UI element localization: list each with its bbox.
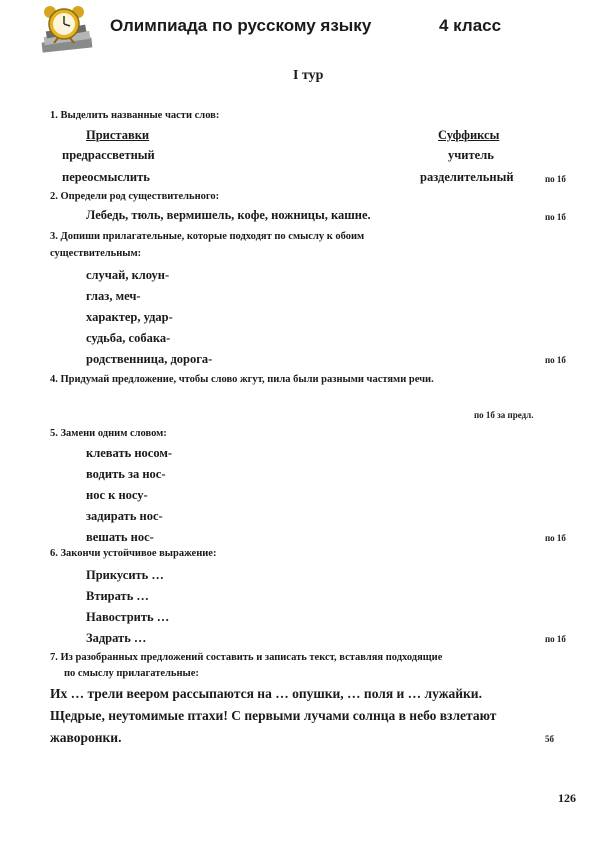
- q1-points: по 1б: [545, 174, 566, 184]
- q7-points: 5б: [545, 734, 554, 744]
- q6-item: Задрать …: [86, 631, 147, 645]
- q1-col2-heading: Суффиксы: [438, 128, 500, 142]
- q1-question: 1. Выделить названные части слов:: [50, 110, 220, 121]
- q1-col2-word: учитель: [448, 148, 494, 162]
- q7-text-line: Щедрые, неутомимые птахи! С первыми лучами солнца в небо взлетают: [50, 708, 497, 723]
- q3-question-cont: существительным:: [50, 248, 142, 259]
- page-title: Олимпиада по русскому языку: [110, 16, 372, 35]
- q6-item: Прикусить …: [86, 568, 164, 582]
- q6-question: 6. Закончи устойчивое выражение:: [50, 548, 217, 559]
- q5-item: нос к носу-: [86, 488, 148, 502]
- alarm-clock-books-icon: [38, 4, 100, 54]
- q3-item: случай, клоун-: [86, 268, 170, 282]
- tour-heading: I тур: [293, 68, 324, 83]
- q3-item: глаз, меч-: [86, 289, 141, 303]
- q3-points: по 1б: [545, 355, 566, 365]
- q1-col1-heading: Приставки: [86, 128, 150, 142]
- q1-col2-word: разделительный: [420, 170, 514, 184]
- q3-item: характер, удар-: [86, 310, 173, 324]
- q5-points: по 1б: [545, 533, 566, 543]
- q5-item: водить за нос-: [86, 467, 166, 481]
- grade-label: 4 класс: [439, 16, 502, 35]
- q2-words: Лебедь, тюль, вермишель, кофе, ножницы, кашне.: [86, 208, 371, 222]
- q5-question: 5. Замени одним словом:: [50, 428, 167, 439]
- q7-question: 7. Из разобранных предложений составить и записать текст, вставляя подходящие: [50, 652, 443, 663]
- q1-col1-word: переосмыслить: [62, 170, 150, 184]
- q3-item: судьба, собака-: [86, 331, 171, 345]
- q2-points: по 1б: [545, 212, 566, 222]
- q5-item: вешать нос-: [86, 530, 154, 544]
- q4-points: по 1б за предл.: [474, 410, 534, 420]
- q6-item: Втирать …: [86, 589, 149, 603]
- q6-points: по 1б: [545, 634, 566, 644]
- q7-question-cont: по смыслу прилагательные:: [64, 668, 199, 679]
- q7-text-line: жаворонки.: [50, 730, 122, 745]
- q2-question: 2. Определи род существительного:: [50, 191, 220, 202]
- q6-item: Навострить …: [86, 610, 170, 624]
- q1-col1-word: предрассветный: [62, 148, 155, 162]
- q7-text-line: Их … трели веером рассыпаются на … опушки, … поля и … лужайки.: [50, 686, 482, 701]
- q4-question: 4. Придумай предложение, чтобы слово жгут, пила были разными частями речи.: [50, 374, 434, 385]
- q5-item: задирать нос-: [86, 509, 163, 523]
- q5-item: клевать носом-: [86, 446, 173, 460]
- q3-question: 3. Допиши прилагательные, которые подходят по смыслу к обоим: [50, 231, 365, 242]
- page-number: 126: [558, 791, 576, 805]
- q3-item: родственница, дорога-: [86, 352, 213, 366]
